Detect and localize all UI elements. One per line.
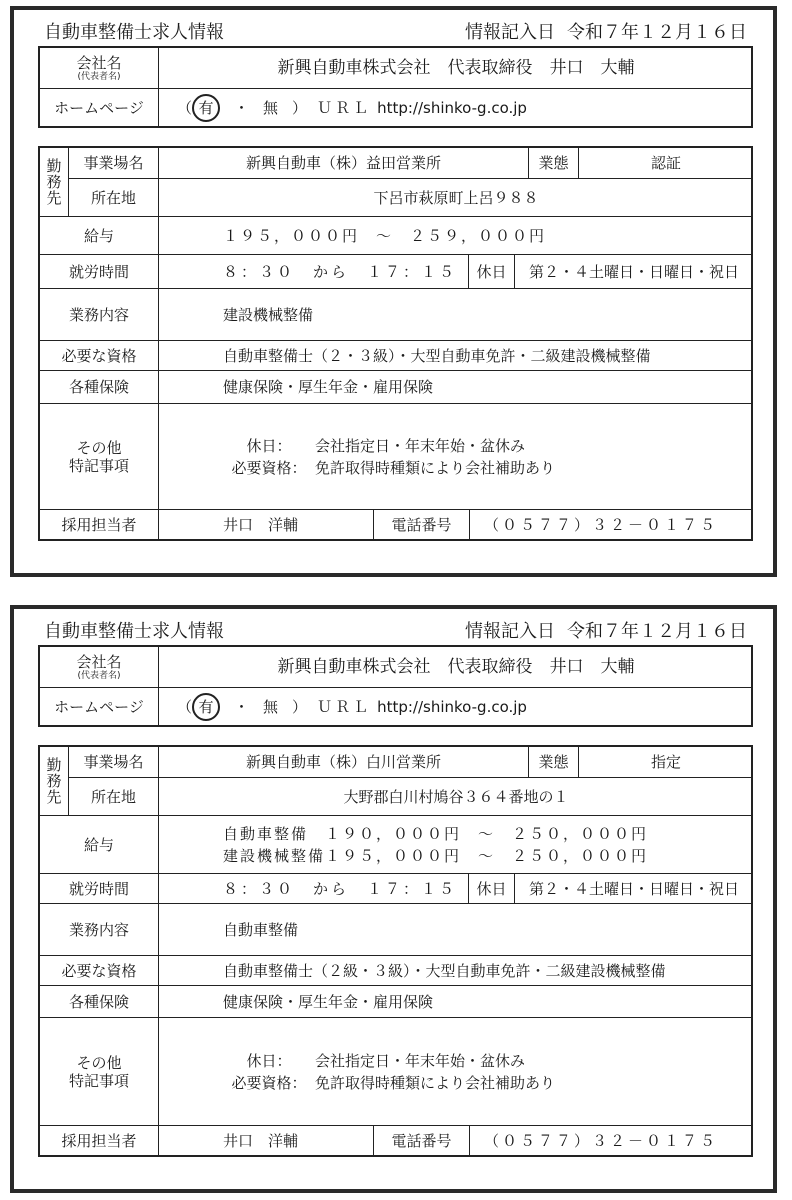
phone-value[interactable]: （０５７７）３２－０１７５ bbox=[469, 1125, 753, 1155]
notes-value bbox=[158, 1017, 753, 1125]
hp-close: ） bbox=[292, 697, 308, 716]
job-card-1 bbox=[10, 6, 777, 577]
insurance-value: 健康保険・厚生年金・雇用保険 bbox=[158, 985, 753, 1017]
notes-label: その他 特記事項 bbox=[40, 1017, 158, 1125]
job-value: 自動車整備 bbox=[158, 903, 753, 955]
hours-label: 就労時間 bbox=[40, 254, 158, 288]
salary-label: 給与 bbox=[40, 216, 158, 254]
address-value: 大野郡白川村鳩谷３６４番地の１ bbox=[158, 777, 753, 815]
notes-label: その他 特記事項 bbox=[40, 403, 158, 509]
hours-value: ８：３０ から １７：１５ bbox=[158, 254, 468, 288]
address-label: 所在地 bbox=[68, 178, 158, 216]
hp-open: （ bbox=[177, 697, 193, 716]
insurance-label: 各種保険 bbox=[40, 985, 158, 1017]
note-holiday: 休日： 会社指定日・年末年始・盆休み bbox=[246, 1051, 526, 1070]
salary-line: １９５，０００円 ～ ２５９，０００円 bbox=[223, 226, 547, 245]
salary-line: 建設機械整備１９５，０００円 ～ ２５０，０００円 bbox=[223, 846, 649, 865]
url-link[interactable]: http://shinko-g.co.jp bbox=[377, 697, 527, 716]
homepage-no: 無 bbox=[263, 697, 279, 716]
contact-label: 採用担当者 bbox=[40, 509, 158, 539]
homepage-yes-circled: 有 bbox=[192, 94, 220, 122]
company-name: 新興自動車株式会社 代表取締役 井口 大輔 bbox=[158, 647, 753, 687]
hours-value: ８：３０ から １７：１５ bbox=[158, 873, 468, 903]
office-name: 新興自動車（株）益田営業所 bbox=[158, 148, 528, 178]
url-label: ＵＲＬ bbox=[317, 697, 372, 716]
company-table bbox=[38, 645, 753, 727]
card-title: 自動車整備士求人情報 bbox=[44, 22, 224, 43]
company-label-cell bbox=[40, 48, 158, 88]
qualification-value: 自動車整備士（２・３級）・大型自動車免許・二級建設機械整備 bbox=[158, 340, 753, 370]
phone-value[interactable]: （０５７７）３２－０１７５ bbox=[469, 509, 753, 539]
company-label: 会社名 bbox=[76, 653, 122, 671]
entry-date bbox=[453, 22, 747, 44]
salary-value bbox=[158, 216, 753, 254]
card-title: 自動車整備士求人情報 bbox=[44, 621, 224, 642]
url-label: ＵＲＬ bbox=[317, 98, 372, 117]
note-qualification: 必要資格： 免許取得時種類により会社補助あり bbox=[231, 458, 556, 477]
notes-value bbox=[158, 403, 753, 509]
address-label: 所在地 bbox=[68, 777, 158, 815]
phone-label: 電話番号 bbox=[373, 1125, 469, 1155]
hp-sep: ・ bbox=[234, 98, 250, 117]
workplace-label: 勤 務 先 bbox=[46, 756, 62, 806]
note-qualification: 必要資格： 免許取得時種類により会社補助あり bbox=[231, 1073, 556, 1092]
hp-close: ） bbox=[292, 98, 308, 117]
insurance-label: 各種保険 bbox=[40, 370, 158, 403]
date-label: 情報記入日 bbox=[465, 22, 555, 43]
company-sublabel: (代表者名) bbox=[77, 72, 121, 82]
details-table bbox=[38, 745, 753, 1157]
company-table bbox=[38, 46, 753, 128]
office-label: 事業場名 bbox=[68, 747, 158, 777]
type-value: 指定 bbox=[578, 747, 753, 777]
homepage-cell bbox=[158, 687, 753, 725]
holiday-value: 第２・４土曜日・日曜日・祝日 bbox=[514, 873, 753, 903]
contact-name: 井口 洋輔 bbox=[158, 509, 373, 539]
company-sublabel: (代表者名) bbox=[77, 671, 121, 681]
qualification-label: 必要な資格 bbox=[40, 340, 158, 370]
salary-line: 自動車整備 １９０，０００円 ～ ２５０，０００円 bbox=[223, 824, 649, 843]
hp-open: （ bbox=[177, 98, 193, 117]
office-name: 新興自動車（株）白川営業所 bbox=[158, 747, 528, 777]
details-table bbox=[38, 146, 753, 541]
homepage-yes-circled: 有 bbox=[192, 693, 220, 721]
note-holiday: 休日： 会社指定日・年末年始・盆休み bbox=[246, 436, 526, 455]
job-value: 建設機械整備 bbox=[158, 288, 753, 340]
salary-label: 給与 bbox=[40, 815, 158, 873]
contact-name: 井口 洋輔 bbox=[158, 1125, 373, 1155]
homepage-label: ホームページ bbox=[40, 88, 158, 126]
homepage-no: 無 bbox=[263, 98, 279, 117]
homepage-label: ホームページ bbox=[40, 687, 158, 725]
type-label: 業態 bbox=[528, 747, 578, 777]
office-label: 事業場名 bbox=[68, 148, 158, 178]
qualification-label: 必要な資格 bbox=[40, 955, 158, 985]
date-label: 情報記入日 bbox=[465, 621, 555, 642]
date-value: 令和７年１２月１６日 bbox=[567, 621, 747, 642]
homepage-cell bbox=[158, 88, 753, 126]
phone-label: 電話番号 bbox=[373, 509, 469, 539]
workplace-label: 勤 務 先 bbox=[46, 157, 62, 207]
address-value: 下呂市萩原町上呂９８８ bbox=[158, 178, 753, 216]
qualification-value: 自動車整備士（２級・３級）・大型自動車免許・二級建設機械整備 bbox=[158, 955, 753, 985]
hours-label: 就労時間 bbox=[40, 873, 158, 903]
type-value: 認証 bbox=[578, 148, 753, 178]
job-card-2 bbox=[10, 605, 777, 1193]
company-label: 会社名 bbox=[76, 54, 122, 72]
holiday-label: 休日 bbox=[468, 873, 514, 903]
job-label: 業務内容 bbox=[40, 288, 158, 340]
insurance-value: 健康保険・厚生年金・雇用保険 bbox=[158, 370, 753, 403]
date-value: 令和７年１２月１６日 bbox=[567, 22, 747, 43]
hp-sep: ・ bbox=[234, 697, 250, 716]
contact-label: 採用担当者 bbox=[40, 1125, 158, 1155]
holiday-value: 第２・４土曜日・日曜日・祝日 bbox=[514, 254, 753, 288]
type-label: 業態 bbox=[528, 148, 578, 178]
job-label: 業務内容 bbox=[40, 903, 158, 955]
holiday-label: 休日 bbox=[468, 254, 514, 288]
salary-value bbox=[158, 815, 753, 873]
company-label-cell bbox=[40, 647, 158, 687]
url-link[interactable]: http://shinko-g.co.jp bbox=[377, 98, 527, 117]
entry-date bbox=[453, 621, 747, 643]
company-name: 新興自動車株式会社 代表取締役 井口 大輔 bbox=[158, 48, 753, 88]
